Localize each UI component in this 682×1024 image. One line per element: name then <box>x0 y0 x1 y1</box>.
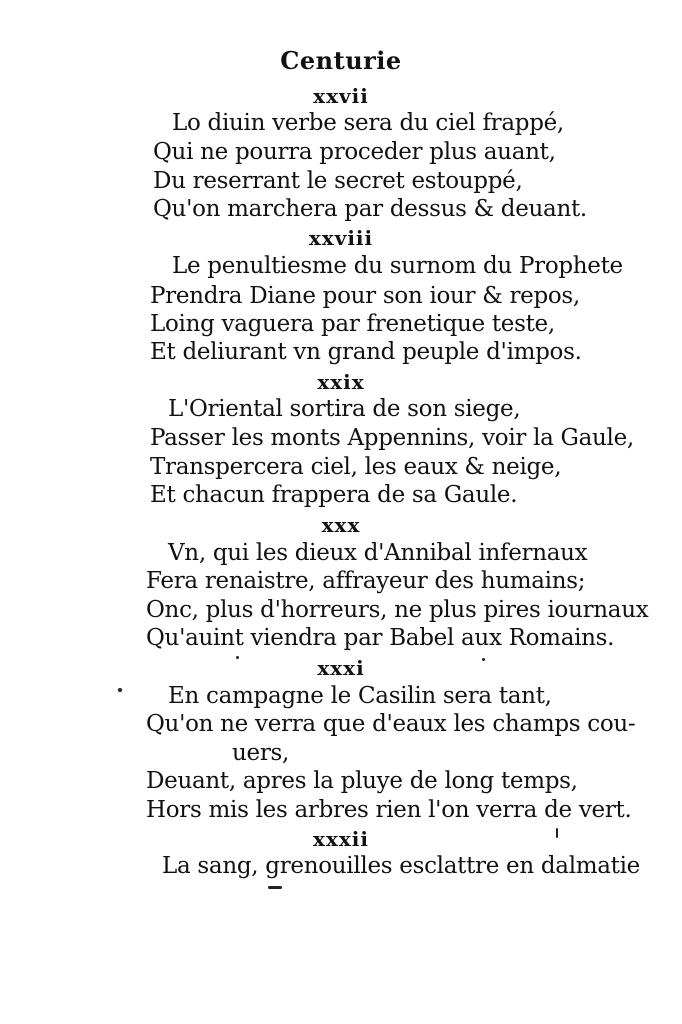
verse-line: Qu'on marchera par dessus & deuant. <box>153 196 587 222</box>
verse-line: Passer les monts Appennins, voir la Gaule, <box>150 425 634 451</box>
quatrain-numeral: xxxi <box>317 656 365 680</box>
ink-speck <box>482 658 485 661</box>
verse-line: Qui ne pourra proceder plus auant, <box>153 139 556 165</box>
verse-line: Qu'on ne verra que d'eaux les champs cou- <box>146 711 636 737</box>
ink-speck <box>268 886 282 889</box>
verse-line: Du reserrant le secret estouppé, <box>153 168 523 194</box>
verse-line: Et deliurant vn grand peuple d'impos. <box>150 339 582 365</box>
ink-speck <box>556 828 558 838</box>
quatrain-numeral: xxvii <box>313 84 369 108</box>
quatrain-numeral: xxx <box>321 513 361 537</box>
quatrain-numeral: xxxii <box>313 827 369 851</box>
verse-line: En campagne le Casilin sera tant, <box>168 683 552 709</box>
verse-line: Qu'auint viendra par Babel aux Romains. <box>146 625 615 651</box>
ink-speck <box>236 656 239 659</box>
verse-line: uers, <box>232 740 290 766</box>
page-header: Centurie <box>280 46 402 75</box>
verse-line: Vn, qui les dieux d'Annibal infernaux <box>168 540 588 566</box>
verse-line: Transpercera ciel, les eaux & neige, <box>150 454 562 480</box>
verse-line: Lo diuin verbe sera du ciel frappé, <box>172 110 564 136</box>
verse-line: Fera renaistre, affrayeur des humains; <box>146 568 586 594</box>
quatrain-numeral: xxix <box>317 370 365 394</box>
verse-line: Prendra Diane pour son iour & repos, <box>150 283 580 309</box>
verse-line: Onc, plus d'horreurs, ne plus pires iournaux <box>146 597 649 623</box>
quatrain-numeral: xxviii <box>308 226 374 250</box>
verse-line: Loing vaguera par frenetique teste, <box>150 311 555 337</box>
verse-line: L'Oriental sortira de son siege, <box>168 396 521 422</box>
verse-line: Le penultiesme du surnom du Prophete <box>172 253 623 279</box>
ink-speck <box>118 688 122 692</box>
verse-line: Et chacun frappera de sa Gaule. <box>150 482 518 508</box>
verse-line: Deuant, apres la pluye de long temps, <box>146 768 578 794</box>
verse-line: Hors mis les arbres rien l'on verra de vert. <box>146 797 632 823</box>
verse-line: La sang, grenouilles esclattre en dalmatie <box>162 853 640 879</box>
